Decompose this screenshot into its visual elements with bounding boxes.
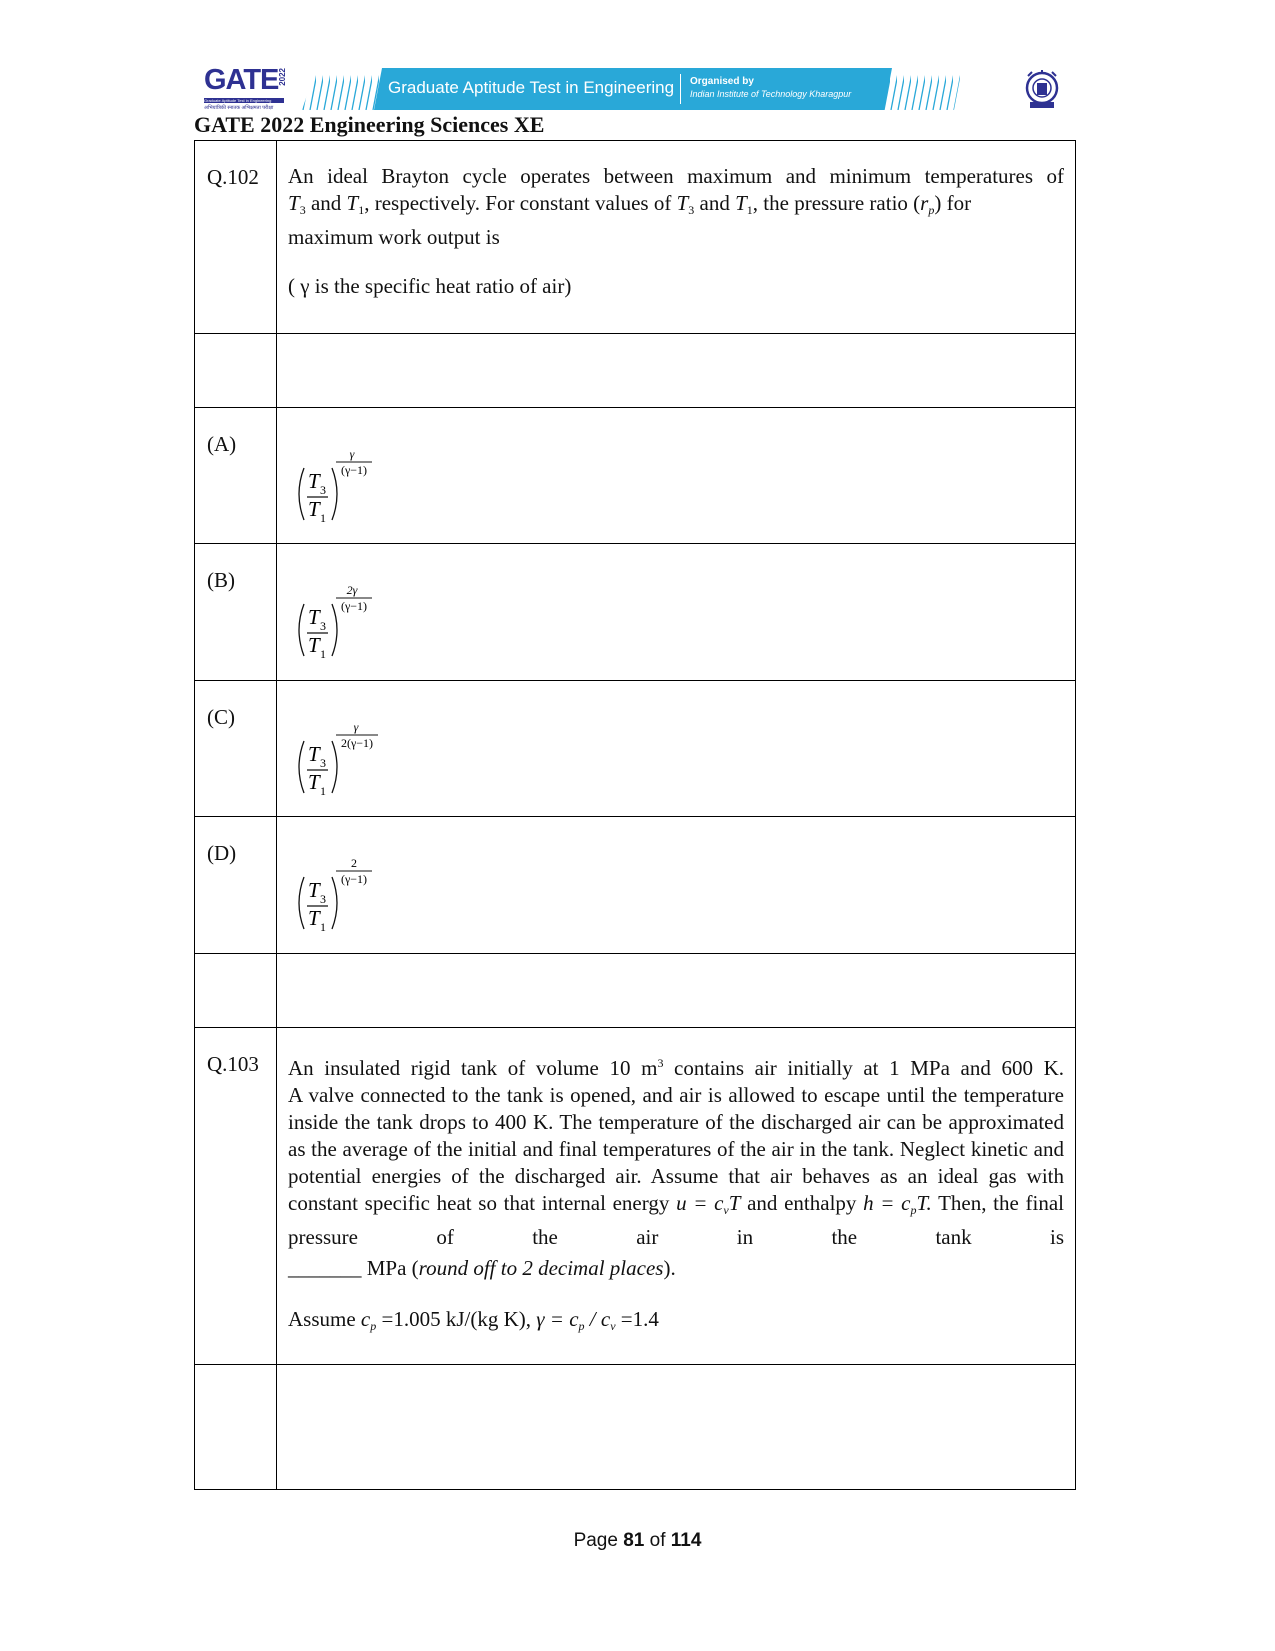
svg-text:2: 2: [351, 856, 357, 870]
header-banner: [302, 68, 1002, 110]
table-row: [195, 1365, 1075, 1489]
page-footer: Page 81 of 114: [573, 1530, 702, 1551]
q103-body: A valve connected to the tank is opened, and air is allowed to escape until the temperature inside the tank drops to 400 K. The temperature of the discharged air can be approximated as the average of the initial and final temperatures of the air in the tank. Neglect kinetic and potential energies of the discharged air. Assume that air behaves as an ideal gas with constant specific heat so that internal energy $u = c_vT$ and enthalpy $h = c_pT$. Then, the final pressure of the air in the tank is: [288, 1083, 1064, 1249]
option-label: (B): [195, 544, 277, 680]
table-row: [195, 1028, 1075, 1365]
question-table: [194, 140, 1076, 1490]
page-total: 114: [670, 1530, 702, 1551]
q102-line-1: An ideal Brayton cycle operates between maximum and minimum temperatures of: [288, 164, 1064, 188]
banner-divider: [680, 74, 681, 104]
question-text: [277, 141, 1075, 333]
option-row-a: [195, 408, 1075, 544]
option-d-formula: [290, 853, 410, 933]
logo-subtitle: Graduate Aptitude Test in Engineering: [204, 98, 284, 103]
option-c-formula: [290, 717, 410, 797]
svg-text:1: 1: [320, 920, 326, 933]
svg-text:(γ−1): (γ−1): [340, 463, 368, 477]
table-row: [195, 141, 1075, 334]
svg-text:2(γ−1): 2(γ−1): [340, 736, 374, 750]
q102-line-3: maximum work output is: [288, 225, 500, 249]
document-title: GATE 2022 Engineering Sciences XE: [194, 112, 545, 137]
question-number: Q.102: [195, 141, 277, 333]
logo-word: GATE: [204, 64, 279, 96]
svg-text:(γ−1): (γ−1): [340, 599, 368, 613]
q103-assumption: Assume $c_p =1.005$ kJ/(kg K), $\gamma = c_p / c_v =1.4$: [288, 1307, 659, 1333]
question-text: [277, 1028, 1075, 1364]
svg-text:(γ−1): (γ−1): [340, 872, 368, 886]
svg-text:T: T: [308, 633, 320, 657]
page-number: 81: [623, 1530, 645, 1551]
svg-text:γ: γ: [349, 447, 355, 461]
iit-emblem-icon: [1022, 68, 1062, 112]
svg-text:3: 3: [320, 892, 326, 906]
q102-note: ( γ is the specific heat ratio of air): [288, 274, 572, 298]
svg-text:T: T: [308, 878, 320, 902]
banner-title: Graduate Aptitude Test in Engineering: [388, 78, 675, 97]
logo-year: 2022: [278, 68, 287, 86]
svg-text:T: T: [308, 497, 320, 521]
option-label: (A): [195, 408, 277, 543]
question-number: Q.103: [195, 1028, 277, 1364]
svg-text:T: T: [308, 742, 320, 766]
q102-line-2: $T_3$ and $T_1$, respectively. For constant values of $T_3$ and $T_1$, the pressure ratio $(r_p)$ for: [288, 191, 972, 217]
gate-logo: [204, 66, 294, 114]
svg-text:1: 1: [320, 784, 326, 797]
answer-blank: _______: [288, 1256, 362, 1280]
svg-text:3: 3: [320, 619, 326, 633]
svg-text:3: 3: [320, 756, 326, 770]
table-row: [195, 334, 1075, 408]
option-row-d: [195, 817, 1075, 954]
option-label: (C): [195, 681, 277, 816]
table-row: [195, 954, 1075, 1028]
svg-text:γ: γ: [353, 720, 359, 734]
q103-answer-line: _______ MPa (round off to 2 decimal places).: [288, 1256, 676, 1280]
option-label: (D): [195, 817, 277, 953]
option-row-b: [195, 544, 1075, 681]
organiser-name: Indian Institute of Technology Kharagpur: [690, 89, 852, 99]
svg-text:T: T: [308, 770, 320, 794]
option-a-formula: [290, 444, 410, 524]
svg-text:2γ: 2γ: [346, 583, 358, 597]
svg-text:1: 1: [320, 647, 326, 660]
option-b-formula: [290, 580, 410, 660]
svg-text:T: T: [308, 906, 320, 930]
svg-text:1: 1: [320, 511, 326, 524]
svg-text:T: T: [308, 469, 320, 493]
q103-line-1: An insulated rigid tank of volume 10 $m^3$ contains air initially at 1 MPa and 600 K.: [288, 1056, 1064, 1080]
logo-hindi: अभियांत्रिकी स्नातक अभिक्षमता परीक्षा: [204, 105, 274, 111]
option-row-c: [195, 681, 1075, 817]
svg-text:T: T: [308, 605, 320, 629]
svg-text:3: 3: [320, 483, 326, 497]
organised-by: Organised by: [690, 76, 754, 87]
page-header: [204, 66, 1064, 114]
